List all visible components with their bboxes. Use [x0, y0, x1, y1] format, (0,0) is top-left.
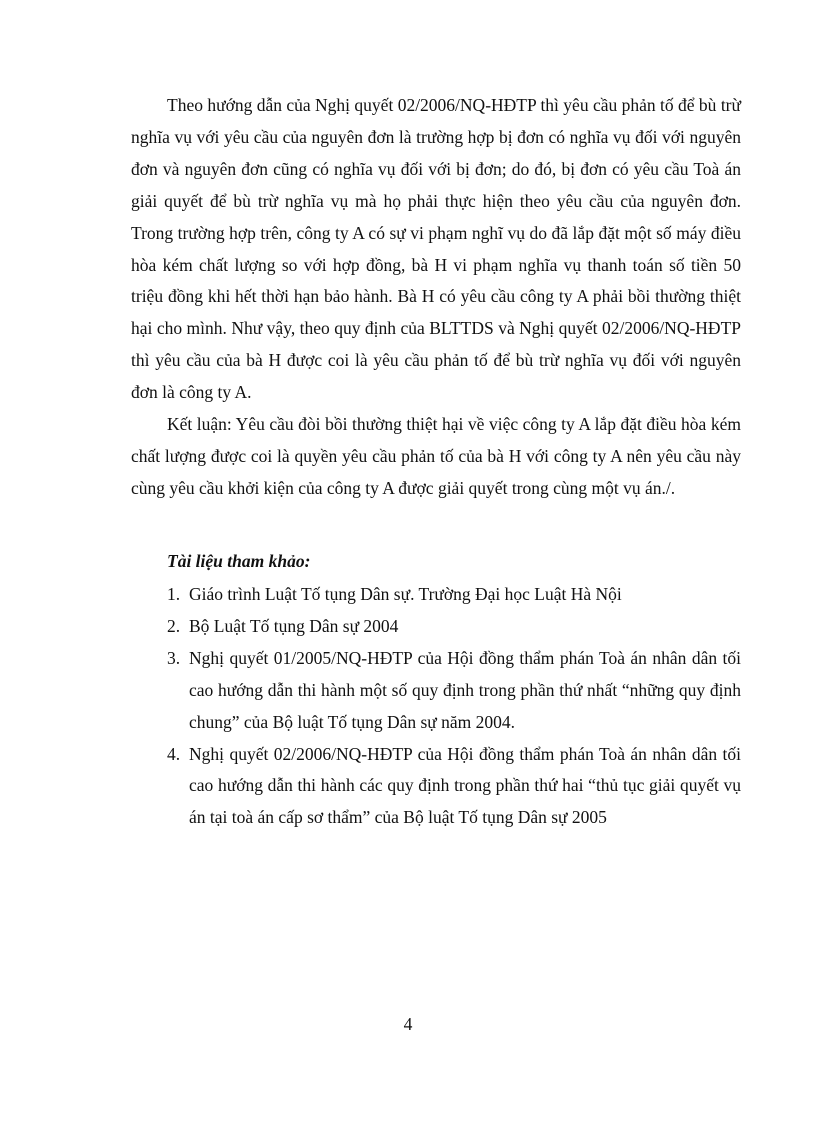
references-section — [131, 546, 741, 834]
reference-item — [131, 643, 741, 739]
reference-item — [131, 579, 741, 611]
reference-number: 4. — [167, 743, 181, 764]
reference-number: 2. — [167, 615, 181, 636]
reference-text: Bộ Luật Tố tụng Dân sự 2004 — [189, 615, 399, 636]
references-list — [131, 579, 741, 834]
page-number: 4 — [403, 1014, 413, 1034]
reference-text: Giáo trình Luật Tố tụng Dân sự. Trường Đại học Luật Hà Nội — [189, 584, 622, 604]
body-text — [131, 90, 741, 505]
paragraph-analysis: Theo hướng dẫn của Nghị quyết 02/2006/NQ-HĐTP thì yêu cầu phản tố để bù trừ nghĩa vụ với yêu cầu của nguyên đơn là trường hợp bị đơn có nghĩa vụ đối với nguyên đơn và nguyên đơn cũng có nghĩa vụ đối với bị đơn; do đó, bị đơn có yêu cầu Toà án giải quyết để bù trừ nghĩa vụ mà họ phải thực hiện theo yêu cầu của nguyên đơn. Trong trường hợp trên, công ty A có sự vi phạm nghĩ vụ do đã lắp đặt một số máy điều hòa kém chất lượng so với hợp đồng, bà H vi phạm nghĩa vụ thanh toán số tiền 50 triệu đồng khi hết thời hạn bảo hành. Bà H có yêu cầu công ty A phải bồi thường thiệt hại cho mình. Như vậy, theo quy định của BLTTDS và Nghị quyết 02/2006/NQ-HĐTP thì yêu cầu của bà H được coi là yêu cầu phản tố để bù trừ nghĩa vụ đối với nguyên đơn là công ty A. — [131, 95, 741, 403]
reference-number: 1. — [167, 584, 181, 604]
reference-text: Nghị quyết 02/2006/NQ-HĐTP của Hội đồng thẩm phán Toà án nhân dân tối cao hướng dẫn thi hành các quy định trong phần thứ hai “thủ tục giải quyết vụ án tại toà án cấp sơ thẩm” của Bộ luật Tố tụng Dân sự 2005 — [189, 743, 741, 828]
references-title: Tài liệu tham khảo: — [167, 551, 311, 571]
reference-item — [131, 611, 741, 643]
reference-item — [131, 739, 741, 835]
reference-text: Nghị quyết 01/2005/NQ-HĐTP của Hội đồng thẩm phán Toà án nhân dân tối cao hướng dẫn thi hành một số quy định trong phần thứ nhất “những quy định chung” của Bộ luật Tố tụng Dân sự năm 2004. — [189, 647, 741, 732]
paragraph-conclusion: Kết luận: Yêu cầu đòi bồi thường thiệt hại về việc công ty A lắp đặt điều hòa kém chất lượng được coi là quyền yêu cầu phản tố của bà H với công ty A nên yêu cầu này cùng yêu cầu khởi kiện của công ty A được giải quyết trong cùng một vụ án./. — [131, 414, 741, 498]
reference-number: 3. — [167, 647, 181, 668]
